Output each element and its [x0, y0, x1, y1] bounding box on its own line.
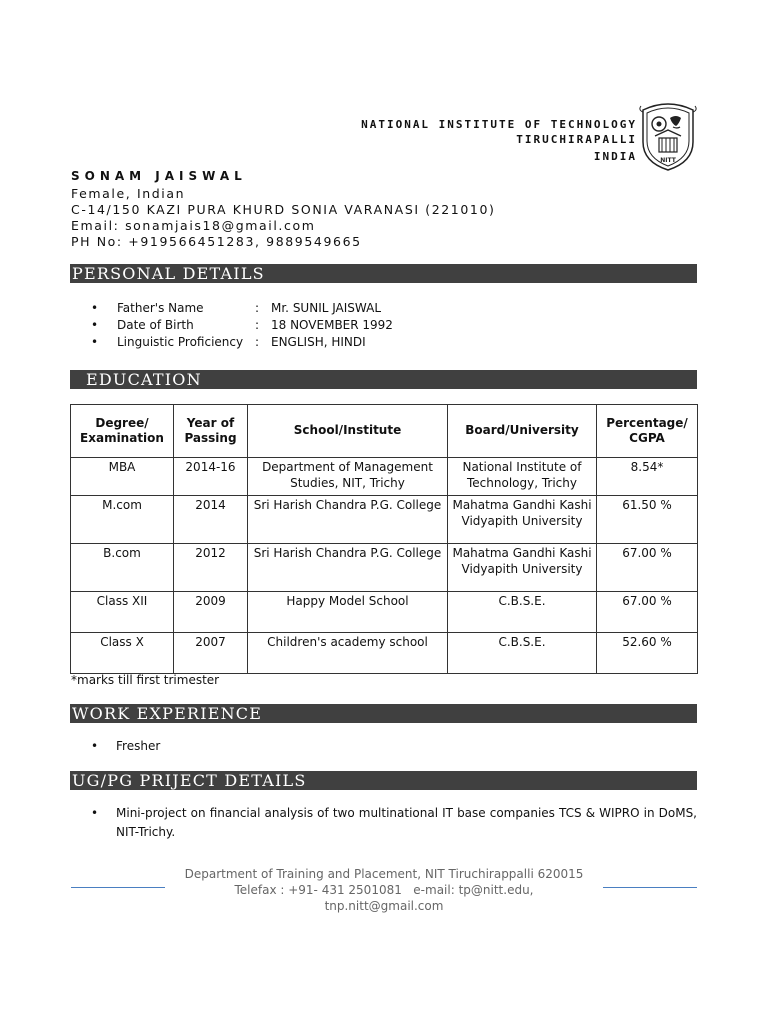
- table-row: [71, 633, 698, 674]
- table-cell: 2012: [174, 544, 248, 592]
- table-cell: 61.50 %: [597, 496, 698, 544]
- column-header: Year of Passing: [174, 405, 248, 458]
- table-cell: 2014-16: [174, 458, 248, 496]
- separator: :: [255, 301, 260, 315]
- section-heading-work: WORK EXPERIENCE: [70, 704, 697, 723]
- nitt-logo: [637, 100, 699, 172]
- table-cell: Mahatma Gandhi Kashi Vidyapith University: [448, 496, 597, 544]
- table-cell: 67.00 %: [597, 592, 698, 633]
- email: Email: sonamjais18@gmail.com: [71, 218, 316, 233]
- footer-line: Department of Training and Placement, NIT Tiruchirappalli 620015: [184, 867, 584, 881]
- personal-label: Father's Name: [117, 301, 204, 315]
- column-header: Percentage/ CGPA: [597, 405, 698, 458]
- table-cell: 2009: [174, 592, 248, 633]
- bullet-icon: •: [91, 806, 99, 820]
- table-cell: 8.54*: [597, 458, 698, 496]
- table-cell: Mahatma Gandhi Kashi Vidyapith University: [448, 544, 597, 592]
- logo-text: NITT: [660, 157, 676, 164]
- table-footnote: *marks till first trimester: [71, 673, 220, 687]
- table-cell: 52.60 %: [597, 633, 698, 674]
- table-cell: C.B.S.E.: [448, 592, 597, 633]
- table-cell: Class XII: [71, 592, 174, 633]
- table-row: [71, 592, 698, 633]
- separator: :: [255, 318, 260, 332]
- institute-country: INDIA: [593, 150, 637, 163]
- footer: [170, 866, 598, 914]
- personal-label: Date of Birth: [117, 318, 194, 332]
- table-cell: Sri Harish Chandra P.G. College: [248, 544, 448, 592]
- address: C-14/150 KAZI PURA KHURD SONIA VARANASI (221010): [71, 202, 496, 217]
- personal-label: Linguistic Proficiency: [117, 335, 244, 349]
- table-row: [71, 544, 698, 592]
- table-cell: Children's academy school: [248, 633, 448, 674]
- table-cell: 2014: [174, 496, 248, 544]
- personal-value: Mr. SUNIL JAISWAL: [271, 301, 382, 315]
- table-cell: MBA: [71, 458, 174, 496]
- table-header-row: [71, 405, 698, 458]
- section-heading-project: UG/PG PRIJECT DETAILS: [70, 771, 697, 790]
- section-heading-education: EDUCATION: [70, 370, 697, 389]
- table-cell: M.com: [71, 496, 174, 544]
- column-header: Degree/ Examination: [71, 405, 174, 458]
- column-header: School/Institute: [248, 405, 448, 458]
- table-cell: 2007: [174, 633, 248, 674]
- personal-value: 18 NOVEMBER 1992: [271, 318, 393, 332]
- section-heading-personal: PERSONAL DETAILS: [70, 264, 697, 283]
- table-cell: Class X: [71, 633, 174, 674]
- institute-name-line2: TIRUCHIRAPALLI: [516, 133, 637, 146]
- separator: :: [255, 335, 260, 349]
- personal-value: ENGLISH, HINDI: [271, 335, 366, 349]
- list-item: [71, 300, 393, 317]
- personal-details-list: [71, 300, 393, 351]
- candidate-name: SONAM JAISWAL: [71, 169, 247, 183]
- footer-line: tnp.nitt@gmail.com: [324, 899, 444, 913]
- footer-line: Telefax : +91- 431 2501081 e-mail: tp@nitt.edu,: [234, 883, 534, 897]
- column-header: Board/University: [448, 405, 597, 458]
- institute-name-line1: NATIONAL INSTITUTE OF TECHNOLOGY: [361, 118, 637, 131]
- list-item: [71, 317, 393, 334]
- gender-nationality: Female, Indian: [71, 186, 186, 201]
- table-cell: Sri Harish Chandra P.G. College: [248, 496, 448, 544]
- table-cell: Department of Management Studies, NIT, Trichy: [248, 458, 448, 496]
- footer-rule-right: [603, 887, 697, 888]
- table-cell: B.com: [71, 544, 174, 592]
- project-item: Mini-project on financial analysis of two multinational IT base companies TCS & WIPRO in DoMS, NIT-Trichy.: [116, 806, 697, 839]
- bullet-icon: •: [91, 739, 99, 753]
- table-row: [71, 496, 698, 544]
- list-item: [71, 334, 393, 351]
- table-cell: C.B.S.E.: [448, 633, 597, 674]
- table-cell: National Institute of Technology, Trichy: [448, 458, 597, 496]
- footer-rule-left: [71, 887, 165, 888]
- phone: PH No: +919566451283, 9889549665: [71, 234, 362, 249]
- education-table: [70, 404, 698, 674]
- table-row: [71, 458, 698, 496]
- table-cell: 67.00 %: [597, 544, 698, 592]
- table-cell: Happy Model School: [248, 592, 448, 633]
- work-item: Fresher: [116, 739, 161, 753]
